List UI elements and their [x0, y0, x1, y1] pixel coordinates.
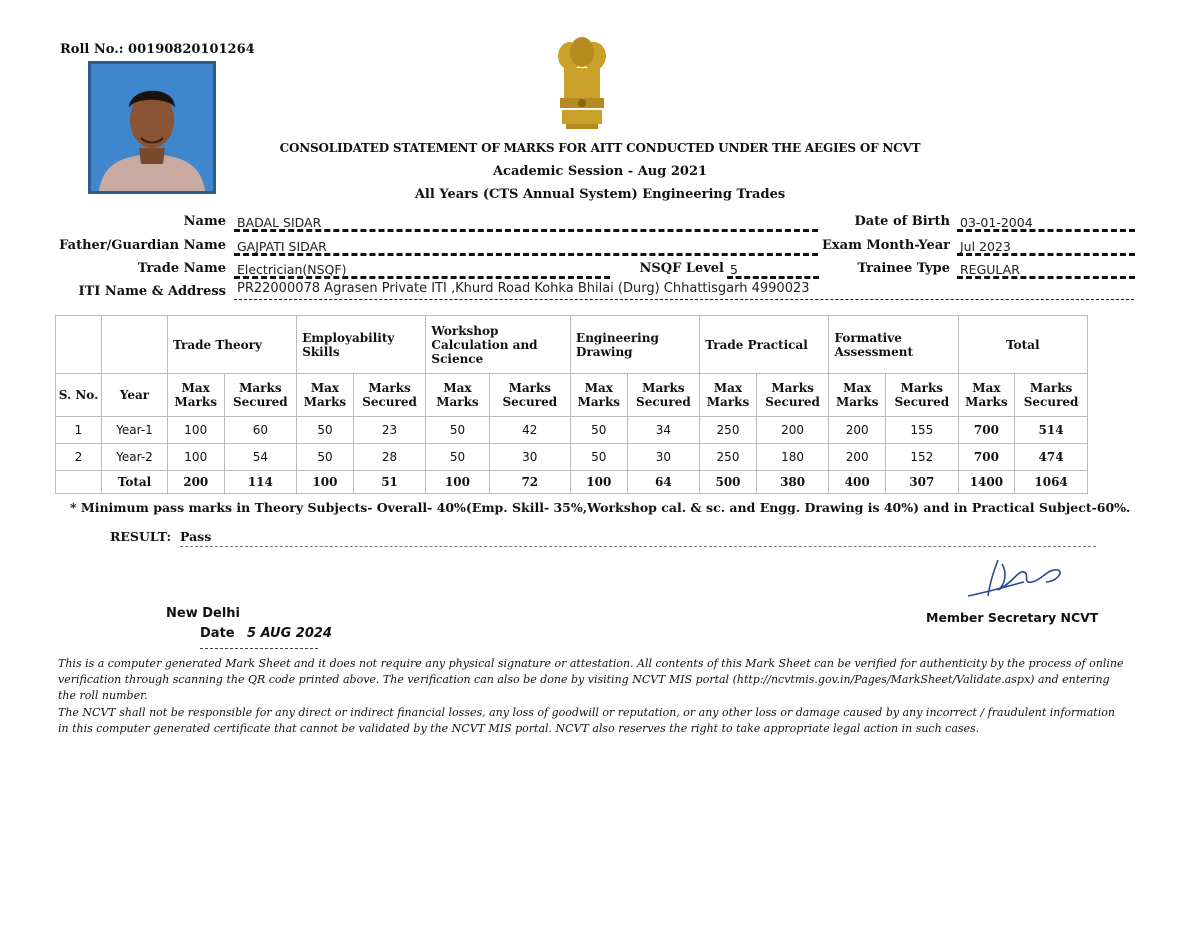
marks-cell: 34 [627, 417, 700, 444]
subject-header: Workshop Calculation and Science [426, 316, 571, 374]
national-emblem-icon [552, 34, 612, 130]
total-cell: 64 [627, 471, 700, 494]
member-secretary: Member Secretary NCVT [926, 610, 1099, 625]
nsqf-value: 5 [727, 262, 819, 279]
total-cell: 51 [353, 471, 426, 494]
result-value: Pass [180, 529, 1096, 547]
marks-cell: 155 [885, 417, 958, 444]
total-max-cell: 700 [958, 444, 1015, 471]
total-blank [56, 471, 102, 494]
subject-header: Trade Theory [168, 316, 297, 374]
header-blank [102, 316, 168, 374]
date-value: 5 AUG 2024 [247, 626, 332, 641]
max-header: Max Marks [168, 374, 225, 417]
issue-place: New Delhi [166, 606, 241, 621]
total-secured-cell: 514 [1015, 417, 1088, 444]
table-row [56, 417, 1088, 444]
total-label: Total [102, 471, 168, 494]
iti-label: ITI Name & Address [78, 284, 226, 299]
iti-value: PR22000078 Agrasen Private ITI ,Khurd Road Kohka Bhilai (Durg) Chhattisgarh 4990023 [234, 281, 1134, 300]
secured-header: Marks Secured [627, 374, 700, 417]
marks-cell: 30 [489, 444, 571, 471]
marks-cell: 50 [571, 417, 628, 444]
subject-header: Formative Assessment [829, 316, 958, 374]
max-header: Max Marks [426, 374, 489, 417]
father-value: GAJPATI SIDAR [234, 239, 818, 256]
date-label: Date [200, 626, 235, 641]
header-blank [56, 316, 102, 374]
marks-cell: 250 [700, 444, 757, 471]
marks-table [55, 315, 1088, 494]
marks-cell: 28 [353, 444, 426, 471]
year-cell: Year-2 [102, 444, 168, 471]
subject-header: Engineering Drawing [571, 316, 700, 374]
max-header: Max Marks [700, 374, 757, 417]
max-header: Max Marks [297, 374, 354, 417]
total-cell: 307 [885, 471, 958, 494]
total-cell: 200 [168, 471, 225, 494]
marks-cell: 50 [297, 417, 354, 444]
secured-header: Marks Secured [353, 374, 426, 417]
year-cell: Year-1 [102, 417, 168, 444]
year-header: Year [102, 374, 168, 417]
secured-header: Marks Secured [489, 374, 571, 417]
trainee-value: REGULAR [957, 262, 1135, 279]
subject-header: Employability Skills [297, 316, 426, 374]
result-label: RESULT: [110, 529, 172, 544]
divider [200, 648, 318, 649]
total-secured-cell: 474 [1015, 444, 1088, 471]
subject-header: Total [958, 316, 1087, 374]
total-cell: 400 [829, 471, 886, 494]
exam-label: Exam Month-Year [822, 238, 950, 253]
signature-mark [958, 552, 1078, 604]
sno-cell: 2 [56, 444, 102, 471]
secured-header: Marks Secured [224, 374, 297, 417]
marks-cell: 50 [297, 444, 354, 471]
max-header: Max Marks [571, 374, 628, 417]
name-value: BADAL SIDAR [234, 215, 818, 232]
sno-cell: 1 [56, 417, 102, 444]
total-max-cell: 700 [958, 417, 1015, 444]
marks-cell: 50 [571, 444, 628, 471]
system-subtitle: All Years (CTS Annual System) Engineering Trades [414, 187, 786, 202]
marks-cell: 60 [224, 417, 297, 444]
trade-value: Electrician(NSQF) [234, 262, 610, 279]
secured-header: Marks Secured [885, 374, 958, 417]
marks-cell: 42 [489, 417, 571, 444]
marks-cell: 30 [627, 444, 700, 471]
total-cell: 500 [700, 471, 757, 494]
marks-cell: 180 [756, 444, 829, 471]
total-cell: 114 [224, 471, 297, 494]
total-cell: 380 [756, 471, 829, 494]
nsqf-label: NSQF Level [639, 261, 724, 276]
roll-number: Roll No.: 00190820101264 [60, 42, 255, 57]
total-cell: 1400 [958, 471, 1015, 494]
marks-cell: 54 [224, 444, 297, 471]
marks-cell: 200 [829, 444, 886, 471]
marks-cell: 50 [426, 417, 489, 444]
marks-cell: 200 [829, 417, 886, 444]
disclaimer-verification: This is a computer generated Mark Sheet and it does not require any physical signature or attestation. All contents of this Mark Sheet can be verified for authenticity by the process of online verification through scanning the QR code printed above. The verification can also be done by visiting NCVT MIS portal (http://ncvtmis.gov.in/Pages/MarkSheet/Validate.aspx) and entering the roll number. [58, 657, 1124, 702]
pass-marks-note: * Minimum pass marks in Theory Subjects- Overall- 40%(Emp. Skill- 35%,Workshop cal. & sc. and Engg. Drawing is 40%) and in Practical Subject-60%. [70, 500, 1131, 515]
total-cell: 100 [426, 471, 489, 494]
marks-cell: 152 [885, 444, 958, 471]
marks-cell: 100 [168, 417, 225, 444]
secured-header: Marks Secured [1015, 374, 1088, 417]
total-row [56, 471, 1088, 494]
subject-header: Trade Practical [700, 316, 829, 374]
total-cell: 100 [571, 471, 628, 494]
academic-session: Academic Session - Aug 2021 [492, 164, 708, 179]
marks-cell: 100 [168, 444, 225, 471]
marks-cell: 50 [426, 444, 489, 471]
name-label: Name [183, 214, 226, 229]
statement-title: CONSOLIDATED STATEMENT OF MARKS FOR AITT CONDUCTED UNDER THE AEGIES OF NCVT [279, 141, 921, 155]
table-row [56, 444, 1088, 471]
secured-header: Marks Secured [756, 374, 829, 417]
dob-label: Date of Birth [854, 214, 950, 229]
disclaimer-liability: The NCVT shall not be responsible for any direct or indirect financial losses, any loss of goodwill or reputation, or any other loss or damage caused by any incorrect / fraudulent information in this computer generated certificate that cannot be validated by the NCVT MIS portal. NCVT also reserves the right to take appropriate legal action in such cases. [58, 706, 1115, 735]
trainee-label: Trainee Type [857, 261, 950, 276]
father-label: Father/Guardian Name [59, 238, 226, 253]
max-header: Max Marks [829, 374, 886, 417]
max-header: Max Marks [958, 374, 1015, 417]
marks-cell: 200 [756, 417, 829, 444]
marks-cell: 23 [353, 417, 426, 444]
dob-value: 03-01-2004 [957, 215, 1135, 232]
total-cell: 1064 [1015, 471, 1088, 494]
total-cell: 100 [297, 471, 354, 494]
total-cell: 72 [489, 471, 571, 494]
exam-value: Jul 2023 [957, 239, 1135, 256]
sno-header: S. No. [56, 374, 102, 417]
trade-label: Trade Name [137, 261, 226, 276]
marks-cell: 250 [700, 417, 757, 444]
